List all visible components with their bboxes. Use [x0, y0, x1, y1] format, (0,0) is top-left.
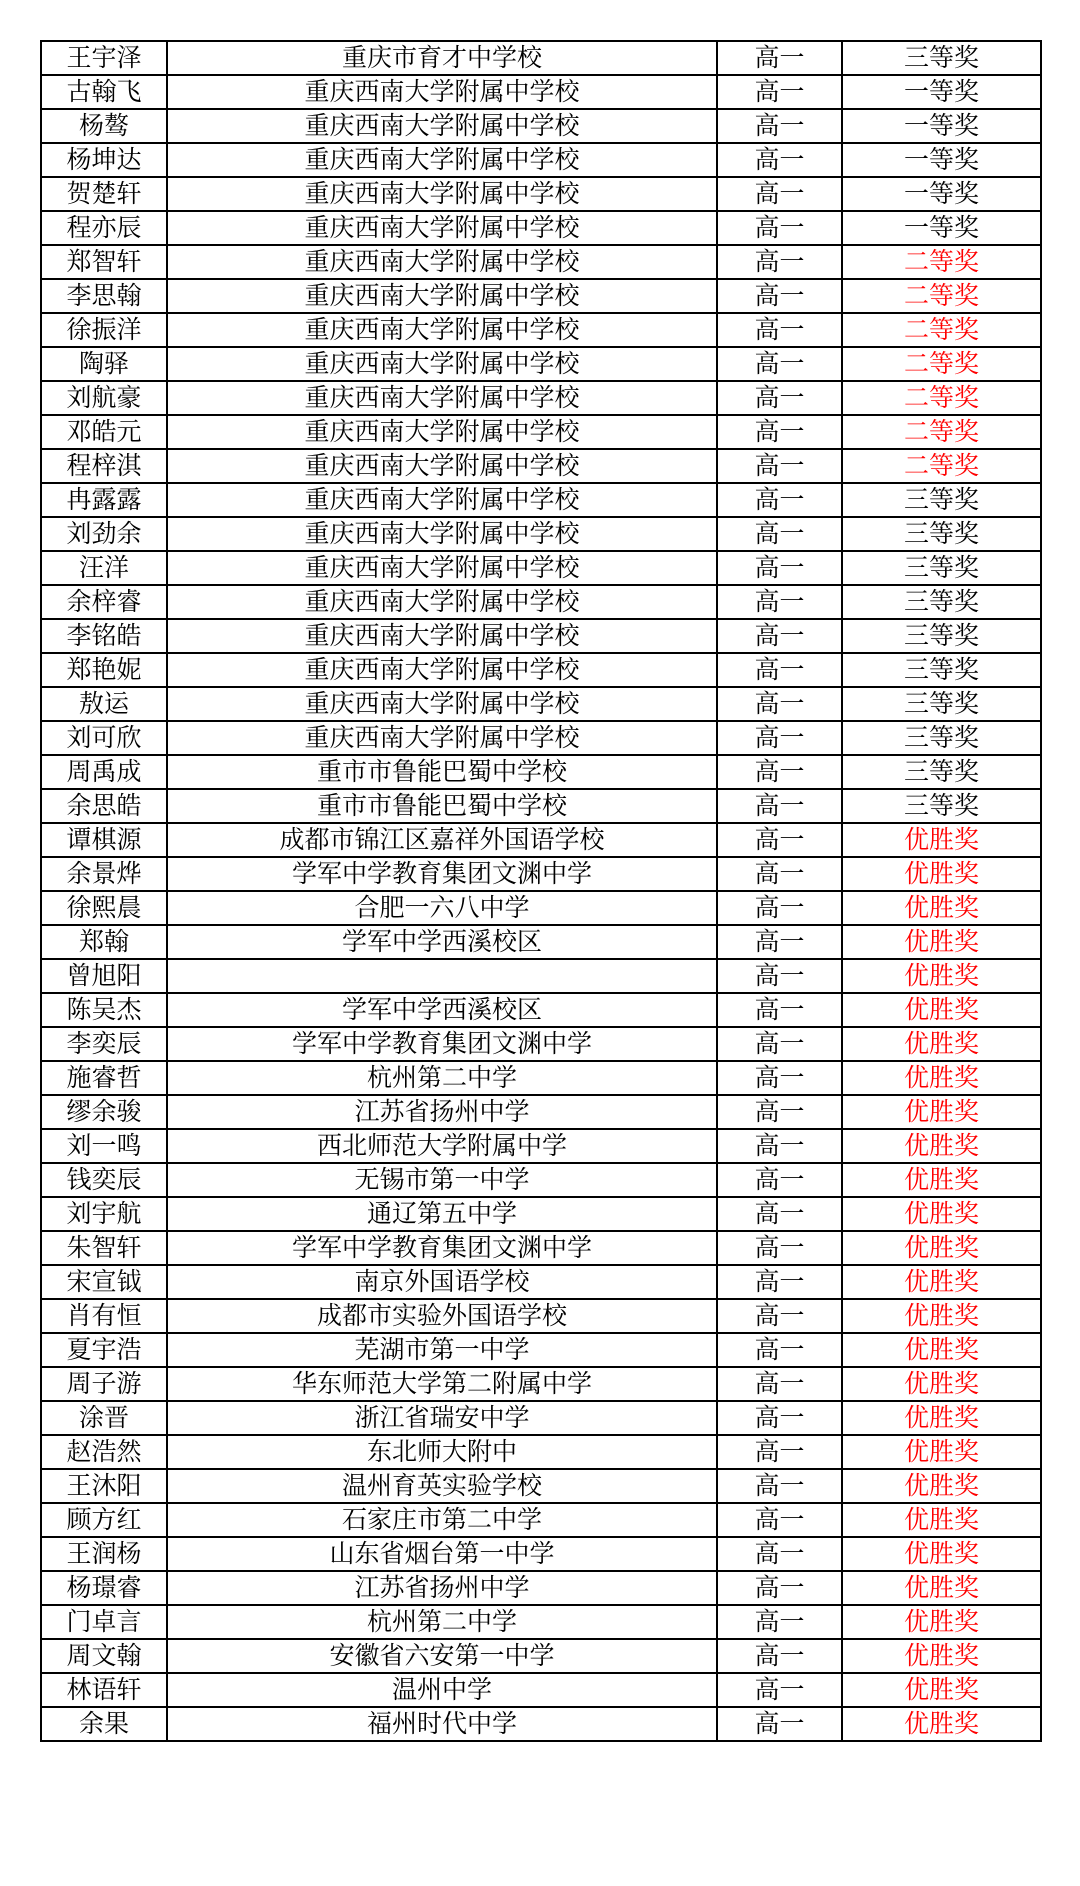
- grade-cell: 高一: [717, 1163, 842, 1197]
- student-name-cell: 朱智轩: [41, 1231, 167, 1265]
- table-row: [41, 75, 1041, 109]
- grade-cell: 高一: [717, 1605, 842, 1639]
- grade-cell: 高一: [717, 1673, 842, 1707]
- grade-cell: 高一: [717, 177, 842, 211]
- school-cell: 重庆西南大学附属中学校: [167, 279, 717, 313]
- school-cell: 福州时代中学: [167, 1707, 717, 1741]
- grade-cell: 高一: [717, 1061, 842, 1095]
- table-row: [41, 177, 1041, 211]
- school-cell: 学军中学教育集团文渊中学: [167, 857, 717, 891]
- table-row: [41, 1231, 1041, 1265]
- student-name-cell: 刘航豪: [41, 381, 167, 415]
- award-cell: 优胜奖: [842, 1503, 1041, 1537]
- student-name-cell: 余梓睿: [41, 585, 167, 619]
- student-name-cell: 李奕辰: [41, 1027, 167, 1061]
- grade-cell: 高一: [717, 1333, 842, 1367]
- grade-cell: 高一: [717, 143, 842, 177]
- award-cell: 三等奖: [842, 517, 1041, 551]
- school-cell: 合肥一六八中学: [167, 891, 717, 925]
- table-row: [41, 1469, 1041, 1503]
- school-cell: 重庆西南大学附属中学校: [167, 653, 717, 687]
- award-cell: 优胜奖: [842, 1673, 1041, 1707]
- student-name-cell: 冉露露: [41, 483, 167, 517]
- student-name-cell: 敖运: [41, 687, 167, 721]
- table-row: [41, 687, 1041, 721]
- award-cell: 优胜奖: [842, 925, 1041, 959]
- award-cell: 三等奖: [842, 41, 1041, 75]
- table-row: [41, 1333, 1041, 1367]
- grade-cell: 高一: [717, 1707, 842, 1741]
- award-cell: 一等奖: [842, 211, 1041, 245]
- award-cell: 优胜奖: [842, 1299, 1041, 1333]
- grade-cell: 高一: [717, 585, 842, 619]
- school-cell: 安徽省六安第一中学: [167, 1639, 717, 1673]
- table-row: [41, 517, 1041, 551]
- grade-cell: 高一: [717, 245, 842, 279]
- school-cell: 杭州第二中学: [167, 1605, 717, 1639]
- grade-cell: 高一: [717, 109, 842, 143]
- award-cell: 二等奖: [842, 313, 1041, 347]
- award-cell: 优胜奖: [842, 1129, 1041, 1163]
- grade-cell: 高一: [717, 789, 842, 823]
- school-cell: 重庆西南大学附属中学校: [167, 551, 717, 585]
- school-cell: 重庆市育才中学校: [167, 41, 717, 75]
- award-cell: 优胜奖: [842, 1061, 1041, 1095]
- student-name-cell: 周文翰: [41, 1639, 167, 1673]
- student-name-cell: 邓皓元: [41, 415, 167, 449]
- student-name-cell: 钱奕辰: [41, 1163, 167, 1197]
- school-cell: 无锡市第一中学: [167, 1163, 717, 1197]
- table-row: [41, 1673, 1041, 1707]
- school-cell: 重市市鲁能巴蜀中学校: [167, 789, 717, 823]
- table-row: [41, 1401, 1041, 1435]
- grade-cell: 高一: [717, 381, 842, 415]
- student-name-cell: 郑艳妮: [41, 653, 167, 687]
- school-cell: 重庆西南大学附属中学校: [167, 143, 717, 177]
- school-cell: 杭州第二中学: [167, 1061, 717, 1095]
- table-row: [41, 993, 1041, 1027]
- table-row: [41, 891, 1041, 925]
- school-cell: 重庆西南大学附属中学校: [167, 211, 717, 245]
- table-row: [41, 483, 1041, 517]
- grade-cell: 高一: [717, 517, 842, 551]
- table-row: [41, 959, 1041, 993]
- table-row: [41, 1435, 1041, 1469]
- school-cell: 通辽第五中学: [167, 1197, 717, 1231]
- student-name-cell: 刘一鸣: [41, 1129, 167, 1163]
- school-cell: 重庆西南大学附属中学校: [167, 245, 717, 279]
- table-row: [41, 211, 1041, 245]
- award-cell: 一等奖: [842, 143, 1041, 177]
- school-cell: 学军中学教育集团文渊中学: [167, 1027, 717, 1061]
- grade-cell: 高一: [717, 347, 842, 381]
- student-name-cell: 徐振洋: [41, 313, 167, 347]
- school-cell: 山东省烟台第一中学: [167, 1537, 717, 1571]
- award-cell: 三等奖: [842, 551, 1041, 585]
- grade-cell: 高一: [717, 1435, 842, 1469]
- student-name-cell: 施睿哲: [41, 1061, 167, 1095]
- grade-cell: 高一: [717, 313, 842, 347]
- school-cell: 温州中学: [167, 1673, 717, 1707]
- table-row: [41, 1605, 1041, 1639]
- grade-cell: 高一: [717, 959, 842, 993]
- student-name-cell: 顾方红: [41, 1503, 167, 1537]
- grade-cell: 高一: [717, 483, 842, 517]
- award-cell: 一等奖: [842, 177, 1041, 211]
- grade-cell: 高一: [717, 755, 842, 789]
- award-cell: 三等奖: [842, 483, 1041, 517]
- school-cell: 重庆西南大学附属中学校: [167, 687, 717, 721]
- school-cell: 学军中学教育集团文渊中学: [167, 1231, 717, 1265]
- award-cell: 优胜奖: [842, 1401, 1041, 1435]
- grade-cell: 高一: [717, 1265, 842, 1299]
- grade-cell: 高一: [717, 449, 842, 483]
- school-cell: 芜湖市第一中学: [167, 1333, 717, 1367]
- school-cell: 重庆西南大学附属中学校: [167, 449, 717, 483]
- school-cell: 重庆西南大学附属中学校: [167, 75, 717, 109]
- award-cell: 二等奖: [842, 449, 1041, 483]
- award-list-table: [40, 40, 1042, 1742]
- award-cell: 优胜奖: [842, 1605, 1041, 1639]
- student-name-cell: 林语轩: [41, 1673, 167, 1707]
- school-cell: 学军中学西溪校区: [167, 993, 717, 1027]
- grade-cell: 高一: [717, 1231, 842, 1265]
- student-name-cell: 杨坤达: [41, 143, 167, 177]
- award-cell: 三等奖: [842, 755, 1041, 789]
- award-cell: 优胜奖: [842, 959, 1041, 993]
- award-cell: 优胜奖: [842, 1537, 1041, 1571]
- award-cell: 一等奖: [842, 75, 1041, 109]
- award-cell: 优胜奖: [842, 1163, 1041, 1197]
- table-row: [41, 857, 1041, 891]
- student-name-cell: 王宇泽: [41, 41, 167, 75]
- table-row: [41, 755, 1041, 789]
- table-row: [41, 823, 1041, 857]
- student-name-cell: 李铭皓: [41, 619, 167, 653]
- school-cell: 西北师范大学附属中学: [167, 1129, 717, 1163]
- award-cell: 优胜奖: [842, 1095, 1041, 1129]
- award-cell: 三等奖: [842, 721, 1041, 755]
- award-cell: 优胜奖: [842, 1707, 1041, 1741]
- grade-cell: 高一: [717, 551, 842, 585]
- student-name-cell: 刘宇航: [41, 1197, 167, 1231]
- school-cell: 重庆西南大学附属中学校: [167, 177, 717, 211]
- grade-cell: 高一: [717, 1537, 842, 1571]
- student-name-cell: 徐熙晨: [41, 891, 167, 925]
- table-row: [41, 585, 1041, 619]
- grade-cell: 高一: [717, 1367, 842, 1401]
- school-cell: 重庆西南大学附属中学校: [167, 381, 717, 415]
- grade-cell: 高一: [717, 1401, 842, 1435]
- award-cell: 优胜奖: [842, 1265, 1041, 1299]
- grade-cell: 高一: [717, 1299, 842, 1333]
- student-name-cell: 刘可欣: [41, 721, 167, 755]
- school-cell: 学军中学西溪校区: [167, 925, 717, 959]
- table-row: [41, 1163, 1041, 1197]
- award-cell: 三等奖: [842, 687, 1041, 721]
- table-row: [41, 551, 1041, 585]
- award-cell: 一等奖: [842, 109, 1041, 143]
- student-name-cell: 谭棋源: [41, 823, 167, 857]
- award-list-body: [41, 41, 1041, 1741]
- school-cell: 成都市锦江区嘉祥外国语学校: [167, 823, 717, 857]
- table-row: [41, 1061, 1041, 1095]
- student-name-cell: 程亦辰: [41, 211, 167, 245]
- school-cell: 华东师范大学第二附属中学: [167, 1367, 717, 1401]
- school-cell: 重庆西南大学附属中学校: [167, 109, 717, 143]
- table-row: [41, 1707, 1041, 1741]
- award-list-sheet: [40, 40, 1040, 1742]
- student-name-cell: 余果: [41, 1707, 167, 1741]
- table-row: [41, 347, 1041, 381]
- grade-cell: 高一: [717, 823, 842, 857]
- award-cell: 优胜奖: [842, 1571, 1041, 1605]
- student-name-cell: 王沐阳: [41, 1469, 167, 1503]
- table-row: [41, 1503, 1041, 1537]
- award-cell: 优胜奖: [842, 993, 1041, 1027]
- grade-cell: 高一: [717, 1503, 842, 1537]
- student-name-cell: 周禹成: [41, 755, 167, 789]
- table-row: [41, 415, 1041, 449]
- table-row: [41, 619, 1041, 653]
- school-cell: 南京外国语学校: [167, 1265, 717, 1299]
- grade-cell: 高一: [717, 1129, 842, 1163]
- school-cell: 江苏省扬州中学: [167, 1571, 717, 1605]
- table-row: [41, 653, 1041, 687]
- award-cell: 二等奖: [842, 415, 1041, 449]
- school-cell: 重庆西南大学附属中学校: [167, 517, 717, 551]
- award-cell: 三等奖: [842, 789, 1041, 823]
- table-row: [41, 789, 1041, 823]
- grade-cell: 高一: [717, 619, 842, 653]
- table-row: [41, 109, 1041, 143]
- student-name-cell: 王润杨: [41, 1537, 167, 1571]
- table-row: [41, 1639, 1041, 1673]
- table-row: [41, 1537, 1041, 1571]
- student-name-cell: 宋宣钺: [41, 1265, 167, 1299]
- table-row: [41, 245, 1041, 279]
- student-name-cell: 余景烨: [41, 857, 167, 891]
- award-cell: 优胜奖: [842, 1435, 1041, 1469]
- award-cell: 二等奖: [842, 347, 1041, 381]
- grade-cell: 高一: [717, 211, 842, 245]
- grade-cell: 高一: [717, 1095, 842, 1129]
- school-cell: 重庆西南大学附属中学校: [167, 585, 717, 619]
- school-cell: 温州育英实验学校: [167, 1469, 717, 1503]
- student-name-cell: 刘劲余: [41, 517, 167, 551]
- student-name-cell: 贺楚轩: [41, 177, 167, 211]
- table-row: [41, 1197, 1041, 1231]
- school-cell: 重庆西南大学附属中学校: [167, 415, 717, 449]
- student-name-cell: 古翰飞: [41, 75, 167, 109]
- student-name-cell: 郑智轩: [41, 245, 167, 279]
- grade-cell: 高一: [717, 1027, 842, 1061]
- award-cell: 优胜奖: [842, 1469, 1041, 1503]
- school-cell: [167, 959, 717, 993]
- school-cell: 重庆西南大学附属中学校: [167, 721, 717, 755]
- table-row: [41, 381, 1041, 415]
- student-name-cell: 程梓淇: [41, 449, 167, 483]
- table-row: [41, 313, 1041, 347]
- grade-cell: 高一: [717, 925, 842, 959]
- award-cell: 优胜奖: [842, 823, 1041, 857]
- table-row: [41, 143, 1041, 177]
- school-cell: 重庆西南大学附属中学校: [167, 619, 717, 653]
- award-cell: 优胜奖: [842, 1231, 1041, 1265]
- school-cell: 重庆西南大学附属中学校: [167, 313, 717, 347]
- table-row: [41, 1571, 1041, 1605]
- grade-cell: 高一: [717, 1197, 842, 1231]
- school-cell: 江苏省扬州中学: [167, 1095, 717, 1129]
- student-name-cell: 涂晋: [41, 1401, 167, 1435]
- table-row: [41, 1095, 1041, 1129]
- grade-cell: 高一: [717, 993, 842, 1027]
- table-row: [41, 1367, 1041, 1401]
- grade-cell: 高一: [717, 721, 842, 755]
- school-cell: 重市市鲁能巴蜀中学校: [167, 755, 717, 789]
- student-name-cell: 门卓言: [41, 1605, 167, 1639]
- school-cell: 重庆西南大学附属中学校: [167, 483, 717, 517]
- award-cell: 三等奖: [842, 619, 1041, 653]
- student-name-cell: 曾旭阳: [41, 959, 167, 993]
- grade-cell: 高一: [717, 687, 842, 721]
- award-cell: 优胜奖: [842, 1197, 1041, 1231]
- award-cell: 二等奖: [842, 245, 1041, 279]
- school-cell: 重庆西南大学附属中学校: [167, 347, 717, 381]
- student-name-cell: 夏宇浩: [41, 1333, 167, 1367]
- grade-cell: 高一: [717, 653, 842, 687]
- student-name-cell: 缪余骏: [41, 1095, 167, 1129]
- student-name-cell: 余思皓: [41, 789, 167, 823]
- school-cell: 东北师大附中: [167, 1435, 717, 1469]
- table-row: [41, 1265, 1041, 1299]
- table-row: [41, 1129, 1041, 1163]
- award-cell: 优胜奖: [842, 1333, 1041, 1367]
- table-row: [41, 449, 1041, 483]
- grade-cell: 高一: [717, 891, 842, 925]
- grade-cell: 高一: [717, 1639, 842, 1673]
- student-name-cell: 郑翰: [41, 925, 167, 959]
- award-cell: 三等奖: [842, 653, 1041, 687]
- school-cell: 浙江省瑞安中学: [167, 1401, 717, 1435]
- table-row: [41, 925, 1041, 959]
- grade-cell: 高一: [717, 857, 842, 891]
- student-name-cell: 汪洋: [41, 551, 167, 585]
- award-cell: 优胜奖: [842, 1367, 1041, 1401]
- table-row: [41, 721, 1041, 755]
- student-name-cell: 周子游: [41, 1367, 167, 1401]
- student-name-cell: 杨骜: [41, 109, 167, 143]
- school-cell: 成都市实验外国语学校: [167, 1299, 717, 1333]
- grade-cell: 高一: [717, 1469, 842, 1503]
- award-cell: 优胜奖: [842, 857, 1041, 891]
- student-name-cell: 李思翰: [41, 279, 167, 313]
- award-cell: 二等奖: [842, 279, 1041, 313]
- student-name-cell: 杨璟睿: [41, 1571, 167, 1605]
- award-cell: 优胜奖: [842, 891, 1041, 925]
- student-name-cell: 赵浩然: [41, 1435, 167, 1469]
- grade-cell: 高一: [717, 41, 842, 75]
- grade-cell: 高一: [717, 279, 842, 313]
- student-name-cell: 肖有恒: [41, 1299, 167, 1333]
- table-row: [41, 1299, 1041, 1333]
- table-row: [41, 1027, 1041, 1061]
- table-row: [41, 41, 1041, 75]
- table-row: [41, 279, 1041, 313]
- grade-cell: 高一: [717, 1571, 842, 1605]
- award-cell: 优胜奖: [842, 1027, 1041, 1061]
- award-cell: 三等奖: [842, 585, 1041, 619]
- school-cell: 石家庄市第二中学: [167, 1503, 717, 1537]
- grade-cell: 高一: [717, 415, 842, 449]
- student-name-cell: 陶驿: [41, 347, 167, 381]
- award-cell: 优胜奖: [842, 1639, 1041, 1673]
- student-name-cell: 陈吴杰: [41, 993, 167, 1027]
- grade-cell: 高一: [717, 75, 842, 109]
- award-cell: 二等奖: [842, 381, 1041, 415]
